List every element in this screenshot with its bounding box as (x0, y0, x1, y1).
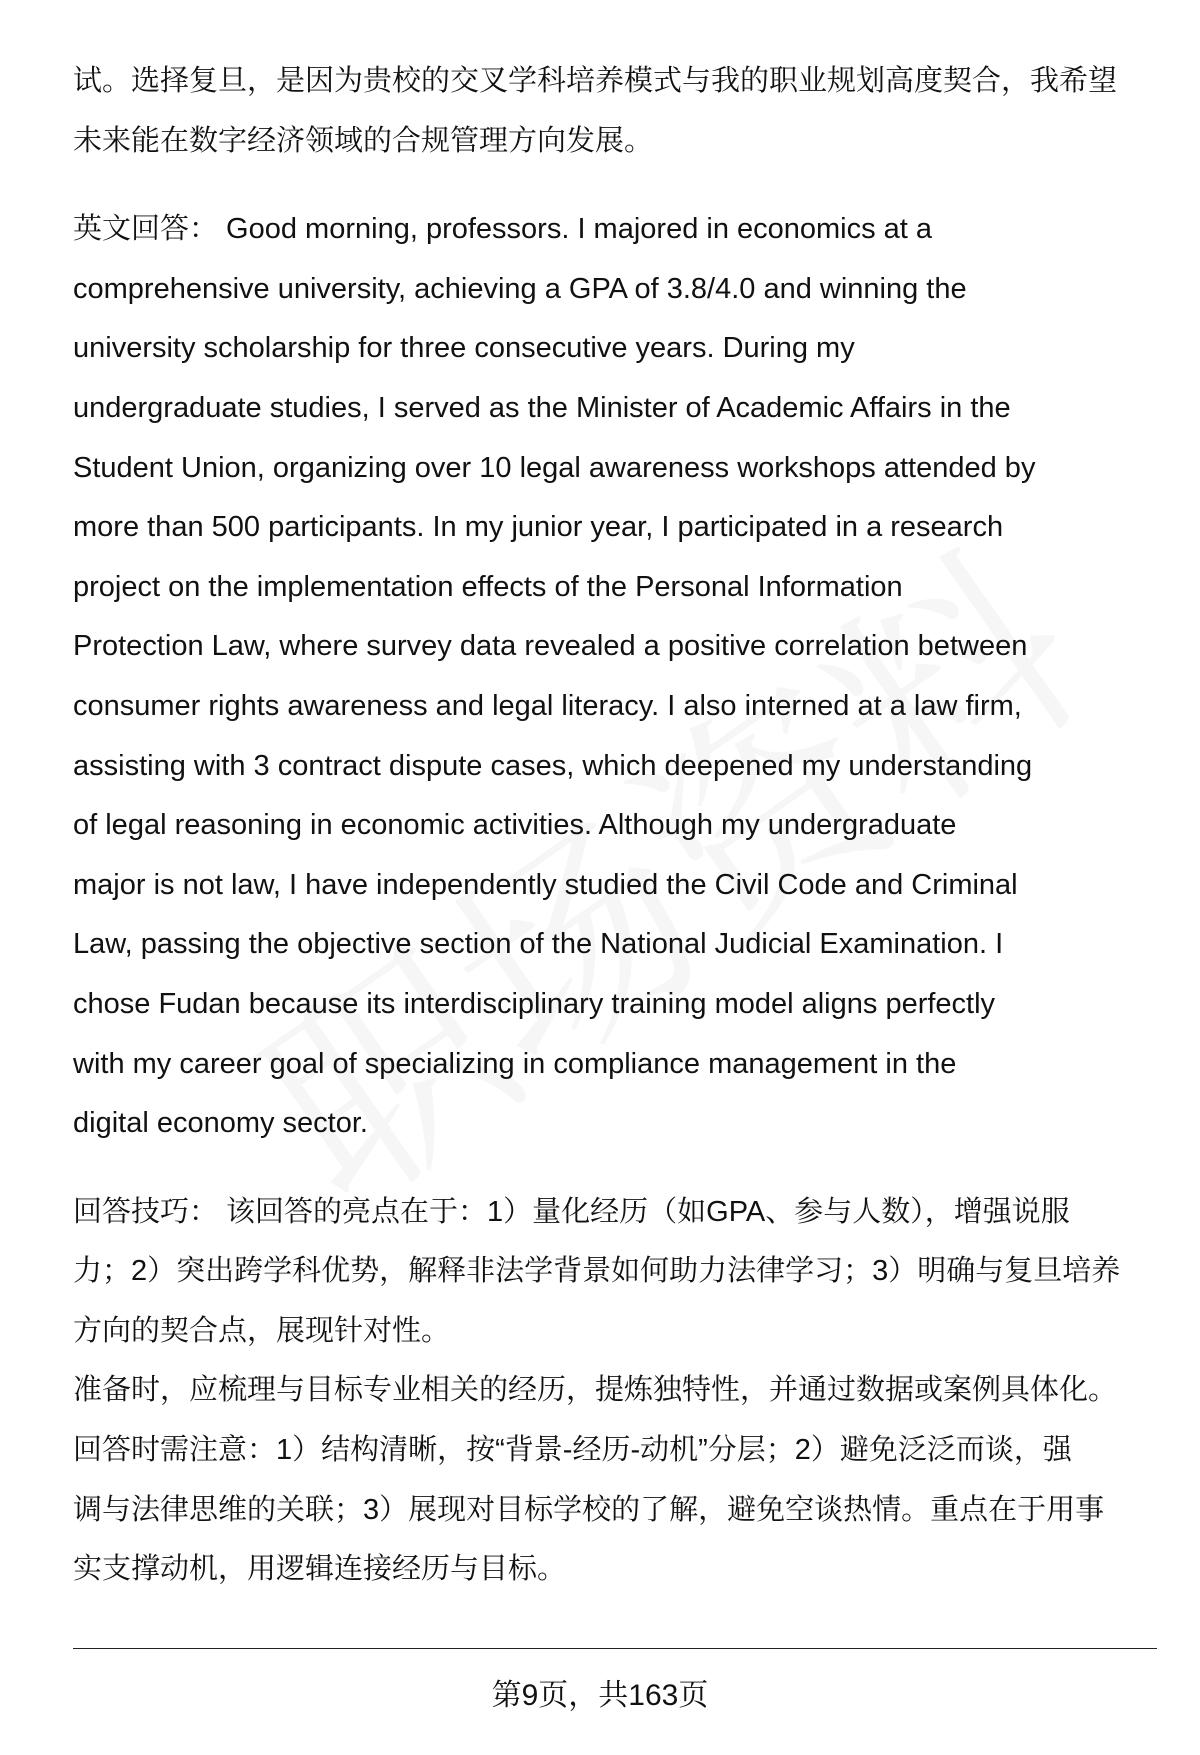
text-line: 实支撑动机，用逻辑连接经历与目标。 (73, 1553, 567, 1586)
intro-paragraph (73, 52, 1153, 171)
text-line: comprehensive university, achieving a GPA of 3.8/4.0 and winning the (73, 272, 967, 305)
text-line: chose Fudan because its interdisciplinary training model aligns perfectly (73, 987, 996, 1020)
text-line: major is not law, I have independently studied the Civil Code and Criminal (73, 868, 1018, 901)
text-line: Protection Law, where survey data revealed a positive correlation between (73, 630, 1028, 663)
text-line: 未来能在数字经济领域的合规管理方向发展。 (73, 124, 654, 157)
page-body (73, 52, 1153, 1600)
text-line: 准备时，应梳理与目标专业相关的经历，提炼独特性，并通过数据或案例具体化。 (73, 1374, 1118, 1407)
tips-paragraph (73, 1183, 1153, 1600)
text-line: university scholarship for three consecutive years. During my (73, 332, 855, 365)
english-answer-paragraph (73, 200, 1153, 1154)
text-line: digital economy sector. (73, 1107, 368, 1140)
page-number: 第9页，共163页 (491, 1679, 709, 1712)
text-line: 回答时需注意：1）结构清晰，按“背景-经历-动机”分层；2）避免泛泛而谈，强 (73, 1434, 1072, 1467)
footer-divider (73, 1648, 1157, 1649)
text-line: with my career goal of specializing in compliance management in the (73, 1047, 957, 1080)
text-line: 方向的契合点，展现针对性。 (73, 1314, 451, 1347)
text-line: consumer rights awareness and legal literacy. I also interned at a law firm, (73, 689, 1022, 722)
text-line: 调与法律思维的关联；3）展现对目标学校的了解，避免空谈热情。重点在于用事 (73, 1493, 1105, 1526)
text-line: of legal reasoning in economic activities. Although my undergraduate (73, 809, 957, 842)
text-line: 回答技巧： 该回答的亮点在于：1）量化经历（如GPA、参与人数），增强说服 (73, 1195, 1070, 1228)
text-line: Student Union, organizing over 10 legal awareness workshops attended by (73, 451, 1036, 484)
text-line: project on the implementation effects of the Personal Information (73, 570, 903, 603)
text-line: 试。选择复旦，是因为贵校的交叉学科培养模式与我的职业规划高度契合，我希望 (73, 65, 1118, 97)
text-line: more than 500 participants. In my junior year, I participated in a research (73, 511, 1004, 544)
text-line: 力；2）突出跨学科优势，解释非法学背景如何助力法律学习；3）明确与复旦培养 (73, 1255, 1121, 1288)
text-line: assisting with 3 contract dispute cases, which deepened my understanding (73, 749, 1033, 782)
text-line: undergraduate studies, I served as the Minister of Academic Affairs in the (73, 391, 1011, 424)
text-line: 英文回答： Good morning, professors. I majored in economics at a (73, 213, 933, 246)
text-line: Law, passing the objective section of the National Judicial Examination. I (73, 928, 1004, 961)
